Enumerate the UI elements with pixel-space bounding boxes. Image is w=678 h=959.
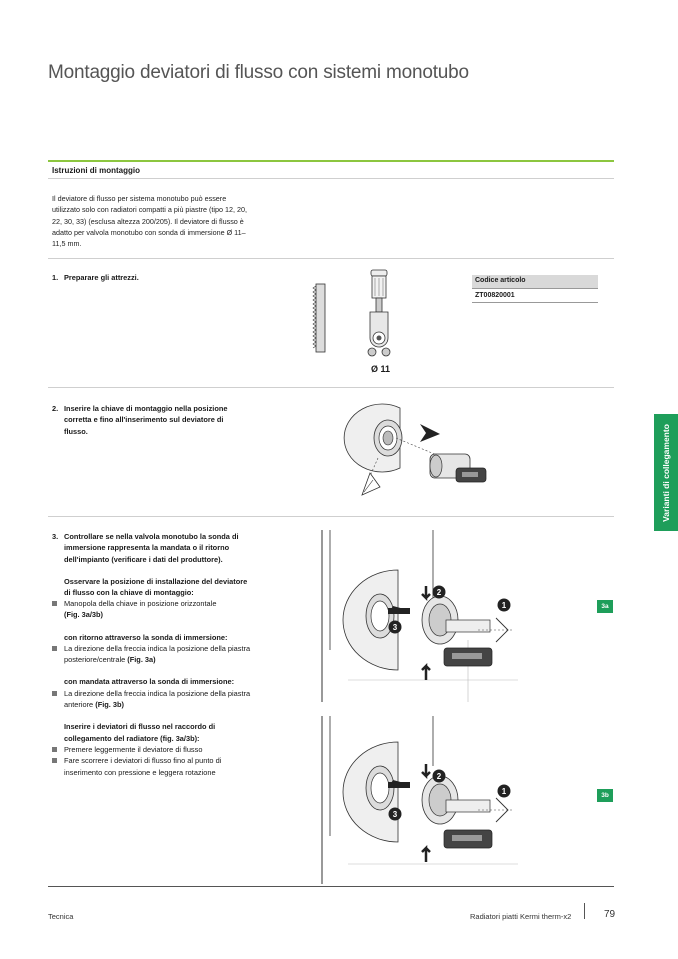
page-number: 79 — [604, 909, 616, 920]
intro-text: Il deviatore di flusso per sistema monotubo può essere utilizzato solo con radiatori compatti a più piastre (tipo 12, 20, 22, 30, 33) (esclusa altezza 200/205). Il deviatore di flusso è adatto per valvola monotubo con sonda di immersione Ø 11–11,5 mm. — [52, 194, 247, 249]
tool-diameter-label: Ø 11 — [371, 364, 391, 374]
step-2-text: Inserire la chiave di montaggio nella posizione corretta e fino all'inserimento sul deviatore di flusso. — [64, 404, 228, 436]
callout-3: 3 — [392, 810, 398, 819]
divider-1 — [48, 258, 614, 259]
bullet-text-1: Manopola della chiave in posizione orizzontale — [64, 599, 217, 608]
step-1-text: Preparare gli attrezzi. — [64, 273, 139, 282]
step-2-number: 2. — [52, 404, 59, 413]
section-header: Istruzioni di montaggio — [52, 166, 140, 175]
arrow-up-icon — [422, 666, 430, 680]
bullet-icon — [52, 758, 57, 763]
bullet-icon — [52, 747, 57, 752]
side-tab — [654, 414, 678, 531]
section-rule-bottom — [48, 178, 614, 179]
arrow-down-icon — [422, 586, 430, 598]
bullet-ref-2: (Fig. 3a) — [127, 655, 156, 665]
article-code-box — [472, 275, 598, 303]
bullet-text-3: La direzione della freccia indica la posizione della piastra anteriore — [64, 688, 251, 710]
step-3-text: Controllare se nella valvola monotubo la sonda di immersione rappresenta la mandata o il ritorno dell'impianto (verificare i dati del produttore). — [64, 532, 239, 564]
step-3-heading-insert: Inserire i deviatori di flusso nel raccordo di collegamento del radiatore (fig. 3a/3b): — [64, 722, 216, 743]
arrow-down-icon — [422, 764, 430, 776]
step-3-heading-return: con ritorno attraverso la sonda di immersione: — [64, 632, 228, 642]
callout-2: 2 — [436, 588, 442, 597]
list-item — [52, 688, 252, 711]
bullet-icon — [52, 601, 57, 606]
callout-3: 3 — [392, 623, 398, 632]
arrow-icon — [420, 424, 440, 442]
step-3-number: 3. — [52, 532, 59, 541]
key-insertion-illustration — [340, 398, 510, 508]
list-item — [52, 598, 252, 621]
callout-1: 1 — [501, 601, 507, 610]
list-item — [52, 744, 252, 755]
figure-3a-tab: 3a — [597, 600, 613, 613]
bullet-icon — [52, 691, 57, 696]
list-item — [52, 643, 252, 666]
step-3-heading-position: Osservare la posizione di installazione del deviatore di flusso con la chiave di montaggio: — [64, 576, 248, 598]
bullet-ref-1: (Fig. 3a/3b) — [64, 610, 104, 620]
divider-3 — [48, 516, 614, 517]
arrow-up-icon — [422, 848, 430, 862]
callout-2: 2 — [436, 772, 442, 781]
bullet-icon — [52, 646, 57, 651]
divider-2 — [48, 387, 614, 388]
step-1-number: 1. — [52, 273, 59, 282]
footer-right: Radiatori piatti Kermi therm-x2 — [470, 912, 572, 921]
page-title: Montaggio deviatori di flusso con sistemi monotubo — [48, 62, 469, 83]
callout-1: 1 — [501, 787, 507, 796]
bullet-text-2: La direzione della freccia indica la posizione della piastra posteriore/centrale — [64, 643, 251, 665]
step-3-heading-flow: con mandata attraverso la sonda di immersione: — [64, 677, 235, 687]
figure-3b-illustration — [318, 716, 518, 884]
figure-3b-tab: 3b — [597, 789, 613, 802]
side-tab-label: Varianti di collegamento — [661, 423, 671, 522]
article-code-value: ZT00820001 — [472, 289, 598, 303]
pipe-cutter-icon — [368, 270, 390, 356]
section-rule-top — [48, 160, 614, 162]
bullet-ref-3: (Fig. 3b) — [95, 700, 124, 710]
figure-3a-illustration — [318, 530, 518, 702]
footer-rule — [48, 886, 614, 887]
tools-illustration — [300, 268, 410, 378]
bullet-text-4: Premere leggermente il deviatore di flusso — [64, 744, 203, 754]
article-code-header: Codice articolo — [472, 275, 598, 289]
bullet-text-5: Fare scorrere i deviatori di flusso fino al punto di inserimento con pressione e leggera rotazione — [64, 756, 222, 777]
list-item — [52, 755, 252, 778]
footer-separator — [584, 903, 585, 919]
saw-blade-icon — [313, 284, 325, 352]
footer-left: Tecnica — [48, 912, 74, 921]
